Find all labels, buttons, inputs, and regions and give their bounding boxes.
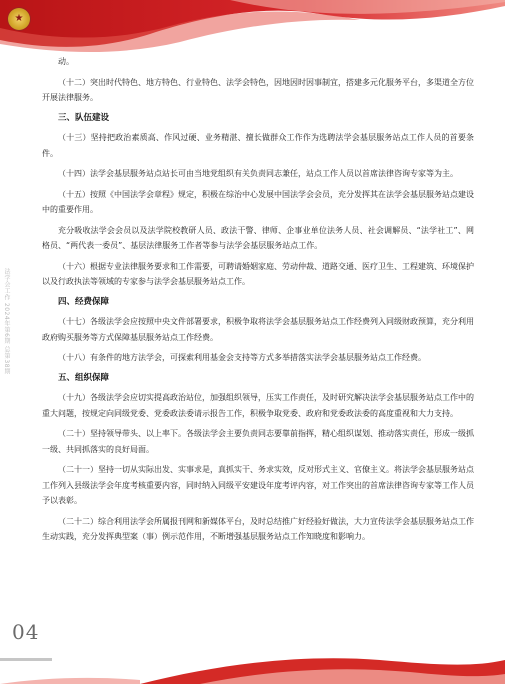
side-vertical-text: 法学会工作 2024年第6期 总第38期	[3, 268, 10, 375]
body-paragraph: （十六）根据专业法律服务要求和工作需要，可聘请婚姻家庭、劳动仲裁、道路交通、医疗卫生、工程建筑、环境保护以及行政执法等领域的专家参与法学会基层服务站点工作。	[42, 261, 474, 286]
body-paragraph: （十四）法学会基层服务站点站长可由当地党组织有关负责同志兼任，站点工作人员以首席法律咨询专家等为主。	[58, 169, 458, 178]
body-paragraph: （二十一）坚持一切从实际出发、实事求是，真抓实干、务求实效，反对形式主义、官僚主义。将法学会基层服务站点工作列入县级法学会年度考核重要内容，同时纳入同级平安建设年度考评内容，对工作突出的首席法律咨询专家等工作人员予以表彰。	[42, 465, 474, 505]
page-number: 04	[12, 620, 40, 644]
body-paragraph: 充分吸收法学会会员以及法学院校教研人员、政法干警、律师、企事业单位法务人员、社会调解员、“法学社工”、网格员、“两代表一委员”、基层法律服务工作者等参与法学会基层服务站点工作。	[42, 225, 474, 250]
bottom-wave-graphic	[0, 594, 505, 684]
body-paragraph: （十七）各级法学会应按照中央文件部署要求，积极争取将法学会基层服务站点工作经费列入同级财政预算，充分利用政府购买服务等方式保障基层服务站点工作经费。	[42, 317, 474, 342]
body-paragraph: 动。	[58, 57, 74, 66]
body-paragraph: （十二）突出时代特色、地方特色、行业特色、法学会特色，因地因时因事制宜，搭建多元化服务平台，多渠道全方位开展法律服务。	[42, 77, 474, 102]
body-paragraph: （十三）坚持把政治素质高、作风过硬、业务精湛、擅长做群众工作作为选聘法学会基层服务站点工作人员的首要条件。	[42, 133, 474, 158]
body-paragraph: （二十）坚持领导带头、以上率下。各级法学会主要负责同志要靠前指挥，精心组织谋划、推动落实责任，形成一级抓一级、共同抓落实的良好局面。	[42, 429, 474, 454]
body-paragraph: （十九）各级法学会应切实提高政治站位，加强组织领导，压实工作责任，及时研究解决法学会基层服务站点工作中的重大问题，按规定向同级党委、党委政法委请示报告工作，积极争取党委、政府和党委政法委的高度重视和大力支持。	[42, 393, 474, 418]
emblem-icon: ★	[8, 8, 30, 30]
body-paragraph: （十五）按照《中国法学会章程》规定，积极在综治中心发展中国法学会会员，充分发挥其在法学会基层服务站点建设中的重要作用。	[42, 189, 474, 214]
page-number-underline	[0, 658, 52, 661]
section-heading: 四、经费保障	[58, 296, 110, 307]
article-body	[42, 54, 474, 624]
section-heading: 三、队伍建设	[58, 112, 110, 123]
body-paragraph: （二十二）综合利用法学会所属报刊网和新媒体平台，及时总结推广好经验好做法，大力宣传法学会基层服务站点工作生动实践，充分发挥典型案（事）例示范作用，不断增强基层服务站点工作知晓度和影响力。	[42, 516, 474, 541]
section-heading: 五、组织保障	[58, 372, 110, 383]
body-paragraph: （十八）有条件的地方法学会，可探索利用基金会支持等方式多举措落实法学会基层服务站点工作经费。	[58, 353, 426, 362]
